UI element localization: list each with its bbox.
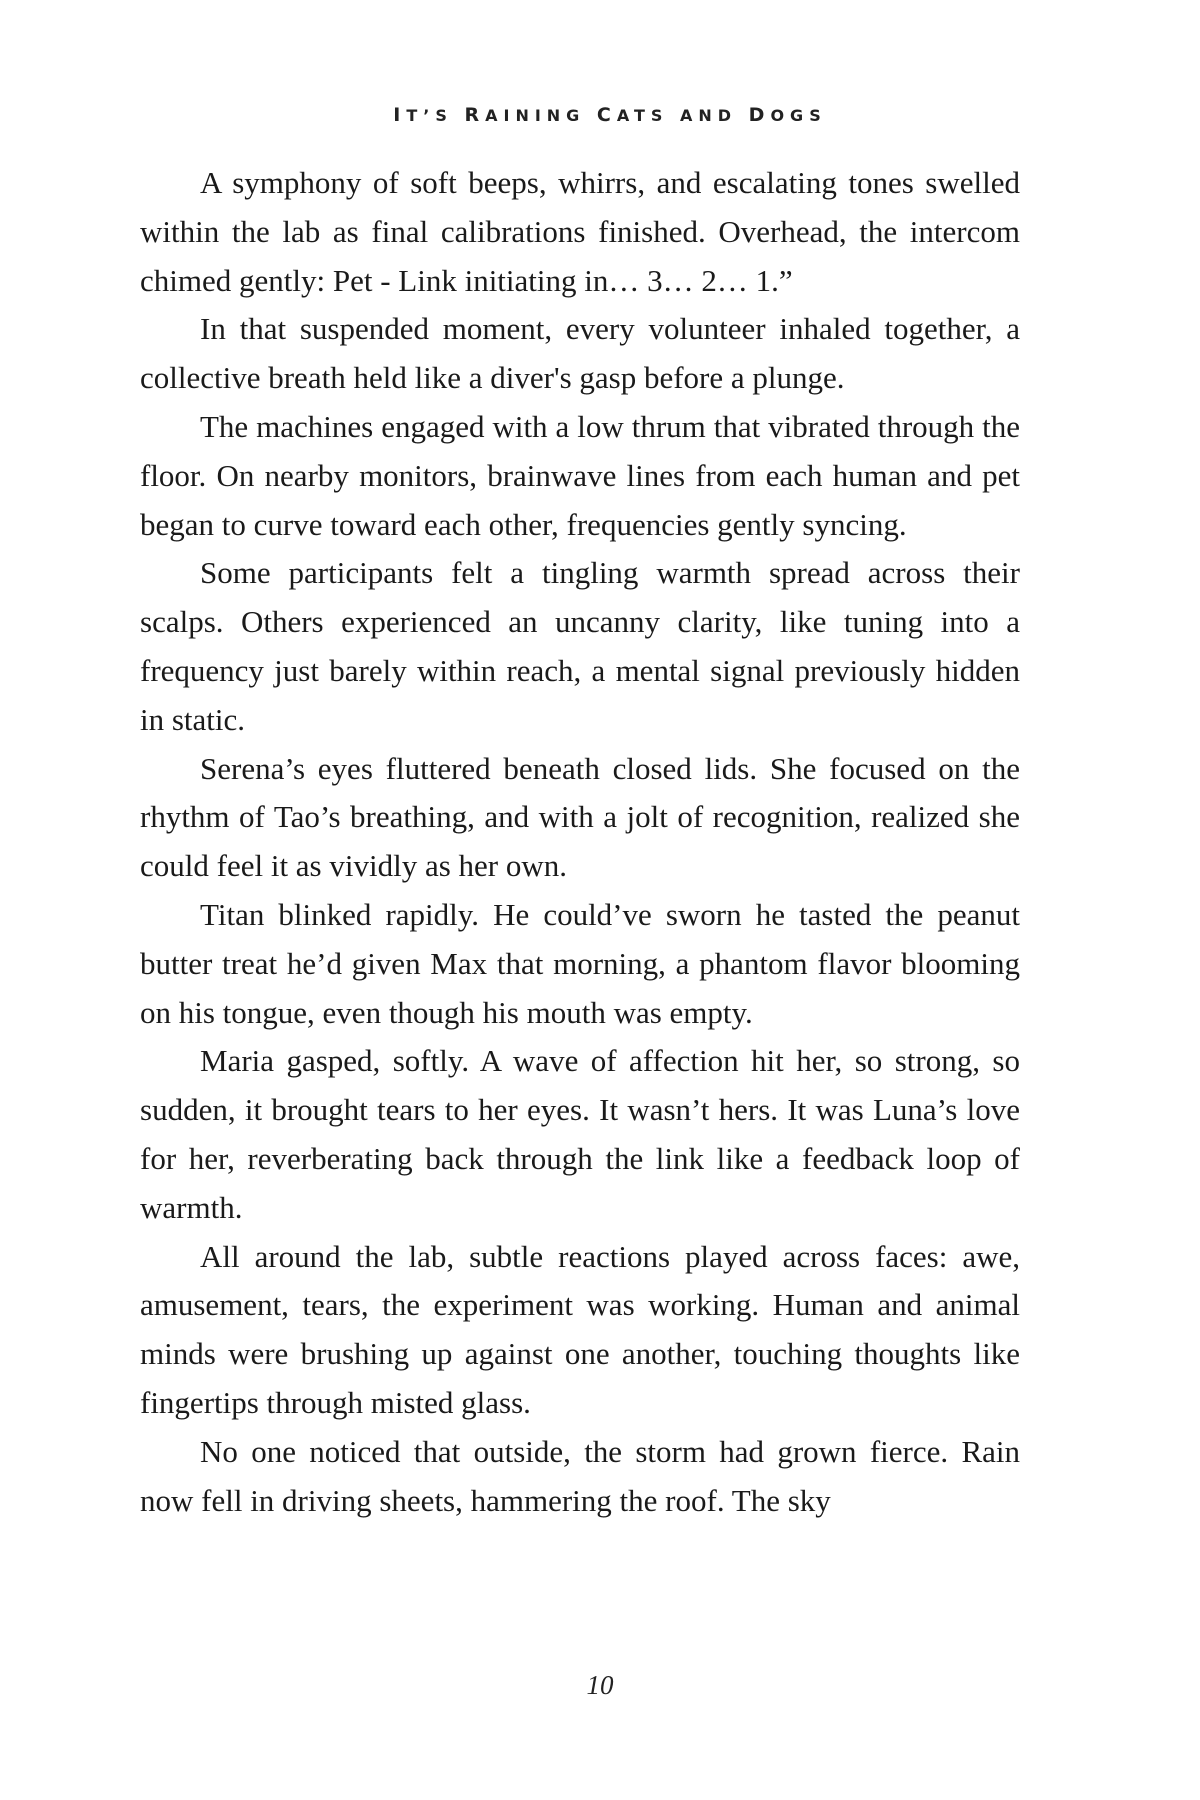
running-title: IT’S RAINING CATS AND DOGS [393, 104, 827, 126]
paragraph: No one noticed that outside, the storm had grown fierce. Rain now fell in driving sheets, hammering the roof. The sky [140, 1433, 1020, 1518]
running-header [10, 104, 1200, 126]
page-number: 10 [586, 1670, 614, 1700]
paragraph: Maria gasped, softly. A wave of affection hit her, so strong, so sudden, it brought tears to her eyes. It wasn’t hers. It was Luna’s love for her, reverberating back through the link like a feedback loop of warmth. [140, 1043, 1020, 1225]
paragraph: A symphony of soft beeps, whirrs, and escalating tones swelled within the lab as final calibrations finished. Overhead, the intercom chimed gently: Pet - Link initiating in… 3… 2… 1.” [140, 165, 1020, 298]
body-text [140, 159, 1020, 1525]
paragraph: Serena’s eyes fluttered beneath closed lids. She focused on the rhythm of Tao’s breathing, and with a jolt of recognition, realized she could feel it as vividly as her own. [140, 750, 1020, 884]
paragraph: The machines engaged with a low thrum that vibrated through the floor. On nearby monitors, brainwave lines from each human and pet began to curve toward each other, frequencies gently syncing. [140, 408, 1020, 542]
paragraph: All around the lab, subtle reactions played across faces: awe, amusement, tears, the experiment was working. Human and animal minds were brushing up against one another, touching thoughts like fingertips through misted glass. [140, 1238, 1020, 1420]
paragraph: In that suspended moment, every volunteer inhaled together, a collective breath held like a diver's gasp before a plunge. [140, 311, 1020, 396]
paragraph: Titan blinked rapidly. He could’ve sworn he tasted the peanut butter treat he’d given Max that morning, a phantom flavor blooming on his tongue, even though his mouth was empty. [140, 896, 1020, 1030]
paragraph: Some participants felt a tingling warmth spread across their scalps. Others experienced an uncanny clarity, like tuning into a frequency just barely within reach, a mental signal previously hidden in static. [140, 555, 1020, 737]
